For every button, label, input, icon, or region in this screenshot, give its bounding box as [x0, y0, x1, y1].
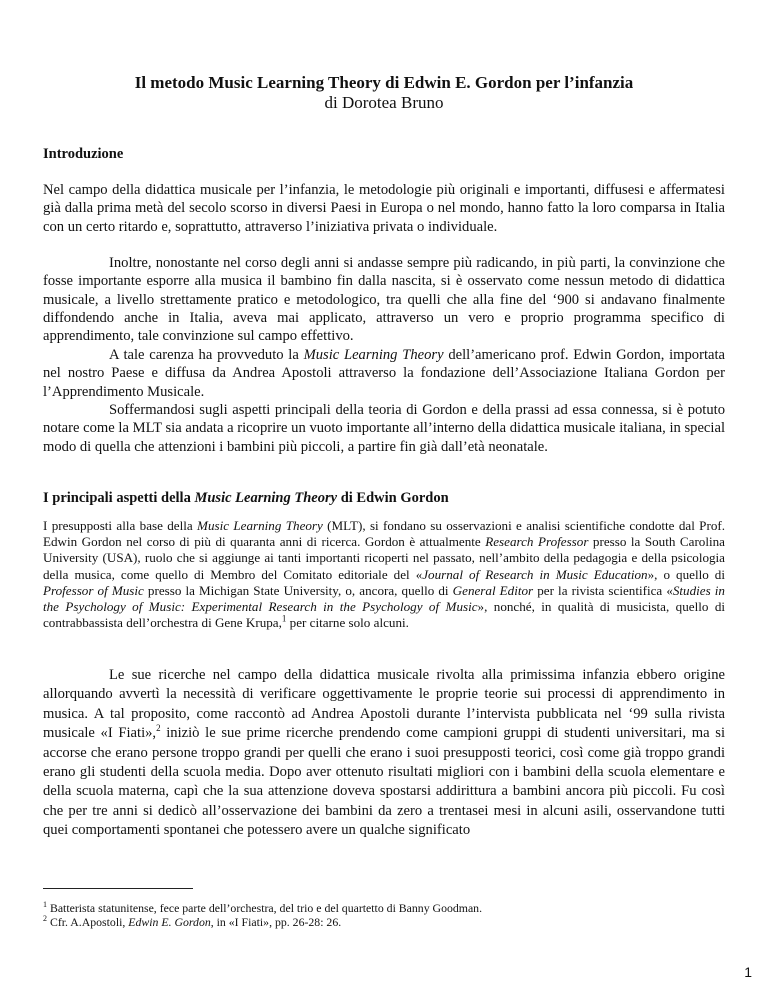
- footnote-ref-2[interactable]: 2: [156, 723, 161, 734]
- title-main: Il metodo Music Learning Theory di Edwin E. Gordon per l’infanzia: [134, 73, 634, 92]
- page-number: 1: [744, 964, 752, 980]
- footnote-1: $^1$ Batterista statunitense, fece parte dell’orchestra, del trio e del quartetto di Banny Goodman.: [43, 900, 483, 915]
- title-author: di Dorotea Bruno: [324, 93, 444, 112]
- intro-paragraph-1: Nel campo della didattica musicale per l’infanzia, le metodologie più originali e importanti, diffusesi e affermatesi già dalla prima metà del secolo scorso in diversi Paesi in Europa o nel mondo, hanno fatto la loro comparsa in Italia con un certo ritardo e, soprattutto, attraverso l’iniziativa privata o individuale.: [43, 182, 725, 235]
- document-title: [90, 73, 678, 113]
- intro-heading: Introduzione: [43, 146, 124, 162]
- intro-paragraph-2: Inoltre, nonostante nel corso degli anni si andasse sempre più radicando, in più parti, la convinzione che fosse importante esporre alla musica il bambino fin dalla nascita, si è osservato come nessun metodo di didattica musicale, a livello strettamente pratico e metodologico, tra quelli che alla fine del ‘900 si andavano finalmente diffondendo anche in Italia, aveva mai applicato, attraverso un vero e proprio programma specifico di apprendimento, tale convinzione sul campo effettivo.: [43, 255, 725, 345]
- section-paragraph-2: Le sue ricerche nel campo della didattica musicale rivolta alla primissima infanzia ebbero origine allorquando avvertì la necessità di verificare oggettivamente le proprie teorie sui processi di apprendimento in musica. A tal proposito, come raccontò ad Andrea Apostoli durante l’intervista pubblicata nel ‘99 sulla rivista musicale «I Fiati»,$^2$ iniziò le sue prime ricerche prendendo come campioni gruppi di studenti universitari, ma si accorse che erano persone troppo grandi per quelli che erano i suoi presupposti teorici, così come già troppo grandi erano gli studenti della scuola media. Dopo aver ottenuto risultati migliori con i bambini della scuola elementare e della scuola materna, capì che la sua attenzione doveva spostarsi addirittura a bambini ancora più piccoli. Fu così che per tre anni si dedicò all’osservazione dei bambini da zero a trentasei mesi in alcuni asili, osservandone tutti quei comportamenti spontanei che potessero avere un qualche significato: [43, 667, 726, 839]
- intro-paragraph-4: Soffermandosi sugli aspetti principali della teoria di Gordon e della prassi ad essa connessa, si è potuto notare come la MLT sia andata a ricoprire un vuoto importante all’interno della didattica musicale italiana, in special modo di quella che attenzioni i bambini più piccoli, a partire fin già dall’età neonatale.: [43, 402, 725, 455]
- footnote-divider: [43, 888, 193, 889]
- intro-paragraph-3: A tale carenza ha provveduto la Music Learning Theory dell’americano prof. Edwin Gordon, importata nel nostro Paese e diffusa da Andrea Apostoli attraverso la fondazione dell’Associazione Italiana Gordon per l’Apprendimento Musicale.: [43, 347, 726, 400]
- section-paragraph-1: I presupposti alla base della Music Learning Theory (MLT), si fondano su osservazioni e analisi scientifiche condotte dal Prof. Edwin Gordon nel corso di più di quaranta anni di ricerca. Gordon è attualmente Research Professor presso la South Carolina University (USA), ruolo che si aggiunge ai tanti importanti ricoperti nel passato, nell’ambito della pedagogia e della psicologia della musica, come quello di Membro del Comitato editoriale del «Journal of Research in Music Education», o quello di Professor of Music presso la Michigan State University, o, ancora, quello di General Editor per la rivista scientifica «Studies in the Psychology of Music: Experimental Research in the Psychology of Music», nonché, in qualità di musicista, quello di contrabbassista dell’orchestra di Gene Krupa,$^1$ per citarne solo alcuni.: [43, 518, 726, 631]
- footnote-ref-1[interactable]: 1: [281, 613, 287, 624]
- section-heading: I principali aspetti della Music Learning Theory di Edwin Gordon: [43, 490, 449, 506]
- footnote-2: $^2$ Cfr. A.Apostoli, Edwin E. Gordon, in «I Fiati», pp. 26-28: 26.: [43, 914, 342, 929]
